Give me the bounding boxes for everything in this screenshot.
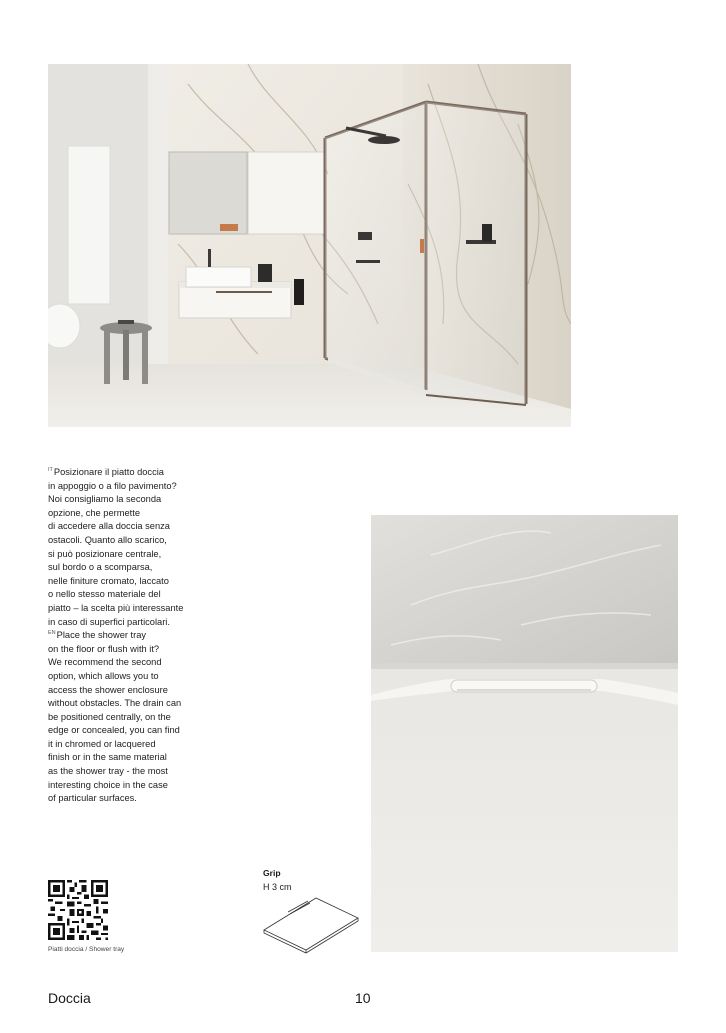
text-line: Place the shower tray (56, 630, 147, 641)
product-name: Grip (263, 868, 281, 878)
product-height: H 3 cm (263, 882, 292, 892)
shower-tray-photo (371, 515, 678, 952)
text-line: di accedere alla doccia senza (48, 521, 170, 532)
text-line: We recommend the second (48, 657, 162, 668)
text-line: Noi consigliamo la seconda (48, 494, 162, 505)
text-line: nelle finiture cromato, laccato (48, 575, 169, 586)
text-line: in appoggio o a filo pavimento? (48, 480, 177, 491)
bathroom-photo (48, 64, 571, 427)
text-line: as the shower tray - the most (48, 766, 168, 777)
text-line: si può posizionare centrale, (48, 548, 162, 559)
page-number: 10 (355, 990, 371, 1006)
language-marker-en: EN (48, 630, 56, 637)
text-line: access the shower enclosure (48, 684, 168, 695)
body-text (48, 466, 208, 806)
english-paragraph (48, 629, 208, 806)
text-line: on the floor or flush with it? (48, 643, 160, 654)
qr-code[interactable] (48, 880, 108, 940)
text-line: without obstacles. The drain can (48, 698, 182, 709)
italian-paragraph (48, 466, 208, 629)
footer-section-title: Doccia (48, 990, 91, 1006)
text-line: of particular surfaces. (48, 793, 137, 804)
text-line: opzione, che permette (48, 507, 140, 518)
text-line: option, which allows you to (48, 670, 159, 681)
text-line: edge or concealed, you can find (48, 725, 180, 736)
text-line: be positioned centrally, on the (48, 711, 171, 722)
text-line: sul bordo o a scomparsa, (48, 562, 153, 573)
shower-tray-drawing (262, 892, 360, 954)
text-line: finish or in the same material (48, 752, 167, 763)
text-line: piatto – la scelta più interessante (48, 602, 184, 613)
text-line: it in chromed or lacquered (48, 738, 156, 749)
text-line: in caso di superfici particolari. (48, 616, 170, 627)
qr-caption: Piatti doccia / Shower tray (48, 946, 125, 953)
text-line: interesting choice in the case (48, 779, 168, 790)
text-line: Posizionare il piatto doccia (53, 467, 164, 477)
text-line: o nello stesso materiale del (48, 589, 161, 600)
language-marker-it: IT (48, 466, 53, 473)
text-line: ostacoli. Quanto allo scarico, (48, 534, 167, 545)
